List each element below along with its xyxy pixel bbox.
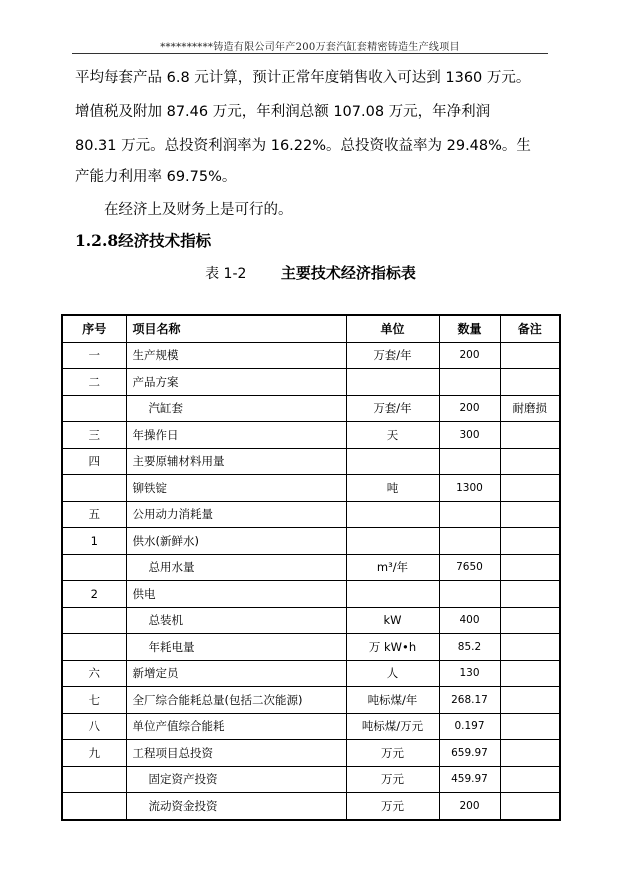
cell-qty: 659.97 — [439, 740, 500, 767]
table-row — [62, 766, 560, 793]
cell-seq: 五 — [62, 501, 126, 528]
cell-name: 供电 — [126, 581, 346, 608]
table-caption — [0, 262, 621, 283]
cell-qty: 0.197 — [439, 713, 500, 740]
table-row — [62, 342, 560, 369]
cell-note — [500, 448, 560, 475]
cell-seq: 七 — [62, 687, 126, 714]
table-row — [62, 395, 560, 422]
table-row — [62, 634, 560, 661]
cell-qty — [439, 501, 500, 528]
header-unit: 单位 — [346, 315, 439, 342]
header-note: 备注 — [500, 315, 560, 342]
cell-seq: 二 — [62, 369, 126, 396]
cell-note — [500, 660, 560, 687]
cell-seq: 三 — [62, 422, 126, 449]
cell-seq: 四 — [62, 448, 126, 475]
cell-unit: 天 — [346, 422, 439, 449]
cell-unit: 万元 — [346, 740, 439, 767]
cell-unit: 人 — [346, 660, 439, 687]
cell-seq: 1 — [62, 528, 126, 555]
cell-unit: 万 kW•h — [346, 634, 439, 661]
cell-note — [500, 528, 560, 555]
cell-seq: 六 — [62, 660, 126, 687]
section-heading: 1.2.8经济技术指标 — [75, 231, 212, 250]
cell-seq — [62, 475, 126, 502]
cell-note — [500, 793, 560, 820]
table-title: 主要技术经济指标表 — [280, 264, 416, 282]
cell-name: 流动资金投资 — [126, 793, 346, 820]
cell-seq — [62, 554, 126, 581]
table-row — [62, 687, 560, 714]
cell-name: 工程项目总投资 — [126, 740, 346, 767]
cell-unit: 吨标煤/万元 — [346, 713, 439, 740]
table-row — [62, 554, 560, 581]
header-divider — [72, 53, 548, 54]
cell-name: 年耗电量 — [126, 634, 346, 661]
cell-note — [500, 475, 560, 502]
cell-qty: 400 — [439, 607, 500, 634]
cell-qty: 200 — [439, 342, 500, 369]
cell-unit: m³/年 — [346, 554, 439, 581]
table-number: 表 1-2 — [205, 266, 247, 282]
cell-note: 耐磨损 — [500, 395, 560, 422]
cell-qty — [439, 448, 500, 475]
cell-name: 供水(新鲜水) — [126, 528, 346, 555]
cell-seq — [62, 395, 126, 422]
cell-note — [500, 501, 560, 528]
table-row — [62, 660, 560, 687]
cell-seq: 八 — [62, 713, 126, 740]
cell-seq: 2 — [62, 581, 126, 608]
table-row — [62, 475, 560, 502]
cell-seq — [62, 607, 126, 634]
table-row — [62, 581, 560, 608]
cell-qty: 130 — [439, 660, 500, 687]
table-body — [62, 342, 560, 820]
cell-qty — [439, 528, 500, 555]
cell-name: 全厂综合能耗总量(包括二次能源) — [126, 687, 346, 714]
cell-unit: 万元 — [346, 793, 439, 820]
paragraph-line-1: 平均每套产品 6.8 元计算，预计正常年度销售收入可达到 1360 万元。 — [75, 70, 531, 86]
cell-name: 产品方案 — [126, 369, 346, 396]
table-row — [62, 528, 560, 555]
cell-qty: 300 — [439, 422, 500, 449]
cell-unit: 吨标煤/年 — [346, 687, 439, 714]
cell-name: 公用动力消耗量 — [126, 501, 346, 528]
cell-name: 汽缸套 — [126, 395, 346, 422]
cell-seq — [62, 793, 126, 820]
cell-note — [500, 713, 560, 740]
paragraph-line-2: 增值税及附加 87.46 万元，年利润总额 107.08 万元，年净利润 — [75, 104, 491, 120]
table-row — [62, 740, 560, 767]
cell-seq: 九 — [62, 740, 126, 767]
cell-unit: 万套/年 — [346, 395, 439, 422]
cell-note — [500, 369, 560, 396]
cell-note — [500, 766, 560, 793]
cell-name: 新增定员 — [126, 660, 346, 687]
page-header: **********铸造有限公司年产200万套汽缸套精密铸造生产线项目 — [160, 42, 460, 53]
cell-name: 年操作日 — [126, 422, 346, 449]
table-row — [62, 422, 560, 449]
cell-unit: kW — [346, 607, 439, 634]
table-row — [62, 448, 560, 475]
table-row — [62, 793, 560, 820]
table-row — [62, 713, 560, 740]
cell-note — [500, 607, 560, 634]
cell-unit — [346, 528, 439, 555]
cell-name: 总用水量 — [126, 554, 346, 581]
economic-indicators-table — [61, 314, 561, 821]
cell-seq: 一 — [62, 342, 126, 369]
cell-qty: 85.2 — [439, 634, 500, 661]
header-seq: 序号 — [62, 315, 126, 342]
cell-note — [500, 422, 560, 449]
cell-qty: 459.97 — [439, 766, 500, 793]
cell-name: 主要原辅材料用量 — [126, 448, 346, 475]
cell-note — [500, 581, 560, 608]
cell-name: 铆铁锭 — [126, 475, 346, 502]
header-qty: 数量 — [439, 315, 500, 342]
cell-unit: 万套/年 — [346, 342, 439, 369]
cell-qty: 1300 — [439, 475, 500, 502]
cell-note — [500, 740, 560, 767]
cell-qty — [439, 581, 500, 608]
cell-unit — [346, 501, 439, 528]
cell-name: 生产规模 — [126, 342, 346, 369]
paragraph-line-4: 产能力利用率 69.75%。 — [75, 169, 237, 185]
paragraph-line-3: 80.31 万元。总投资利润率为 16.22%。总投资收益率为 29.48%。生 — [75, 138, 531, 154]
cell-name: 固定资产投资 — [126, 766, 346, 793]
cell-qty: 200 — [439, 793, 500, 820]
header-name: 项目名称 — [126, 315, 346, 342]
paragraph-line-5: 在经济上及财务上是可行的。 — [104, 202, 293, 218]
cell-qty: 200 — [439, 395, 500, 422]
cell-note — [500, 634, 560, 661]
cell-note — [500, 554, 560, 581]
cell-name: 总装机 — [126, 607, 346, 634]
cell-unit: 万元 — [346, 766, 439, 793]
table-row — [62, 369, 560, 396]
cell-qty: 268.17 — [439, 687, 500, 714]
cell-unit — [346, 581, 439, 608]
table-header-row — [62, 315, 560, 342]
cell-qty: 7650 — [439, 554, 500, 581]
cell-name: 单位产值综合能耗 — [126, 713, 346, 740]
cell-note — [500, 342, 560, 369]
cell-unit — [346, 369, 439, 396]
table-row — [62, 501, 560, 528]
cell-unit — [346, 448, 439, 475]
cell-unit: 吨 — [346, 475, 439, 502]
cell-note — [500, 687, 560, 714]
table-row — [62, 607, 560, 634]
cell-qty — [439, 369, 500, 396]
cell-seq — [62, 766, 126, 793]
cell-seq — [62, 634, 126, 661]
